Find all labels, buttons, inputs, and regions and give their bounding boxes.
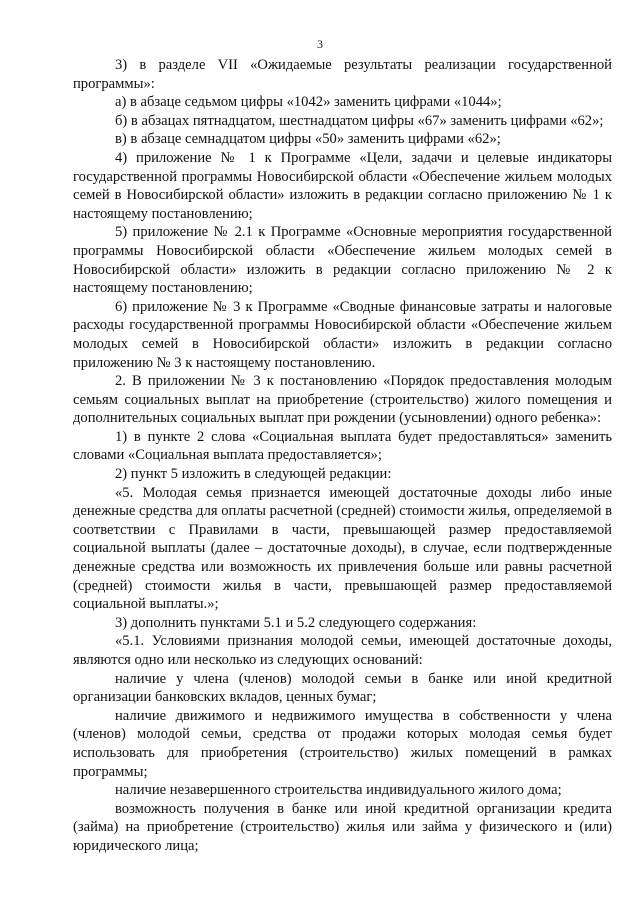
paragraph: б) в абзацах пятнадцатом, шестнадцатом цифры «67» заменить цифрами «62»; bbox=[115, 112, 604, 129]
paragraph: «5. Молодая семья признается имеющей достаточные доходы либо иные денежные средства для оплаты расчетной (средней) стоимости жилья, определяемой в соответствии с Правилами в части, превышающей размер предоставляемой социальной выплаты (далее – достаточные доходы), в случае, если подтвержденные денежные средства или возможность их привлечения больше или равны расчетной (средней) стоимости жилья в части, превышающей размер предоставляемой социальной выплаты.»; bbox=[73, 484, 612, 613]
document-body bbox=[73, 56, 612, 856]
paragraph: 2. В приложении № 3 к постановлению «Порядок предоставления молодым семьям социальных выплат на приобретение (строительство) жилого помещения и дополнительных социальных выплат при рождении (усыновлении) одного ребенка»: bbox=[73, 373, 612, 427]
paragraph: возможность получения в банке или иной кредитной организации кредита (займа) на приобретение (строительство) жилья или займа у физического и (или) юридического лица; bbox=[73, 800, 612, 854]
paragraph: наличие движимого и недвижимого имущества в собственности у члена (членов) молодой семьи, средства от продажи которых молодая семья будет использовать для приобретения (строительство) жилых помещений в рамках программы; bbox=[73, 707, 612, 780]
paragraph: 2) пункт 5 изложить в следующей редакции: bbox=[115, 466, 392, 483]
paragraph: наличие незавершенного строительства индивидуального жилого дома; bbox=[115, 782, 562, 799]
paragraph: наличие у члена (членов) молодой семьи в банке или иной кредитной организации банковских вкладов, ценных бумаг; bbox=[73, 670, 612, 706]
paragraph: в) в абзаце семнадцатом цифры «50» заменить цифрами «62»; bbox=[115, 131, 501, 148]
paragraph: 1) в пункте 2 слова «Социальная выплата будет предоставляться» заменить словами «Социальная выплата предоставляется»; bbox=[73, 428, 612, 464]
paragraph: 3) дополнить пунктами 5.1 и 5.2 следующего содержания: bbox=[115, 614, 477, 631]
paragraph: а) в абзаце седьмом цифры «1042» заменить цифрами «1044»; bbox=[115, 94, 502, 111]
paragraph: 6) приложение № 3 к Программе «Сводные финансовые затраты и налоговые расходы государственной программы Новосибирской области «Обеспечение жильем молодых семей в Новосибирской области» изложить в редакции согласно приложению № 3 к настоящему постановлению. bbox=[73, 298, 612, 371]
paragraph: 3) в разделе VII «Ожидаемые результаты реализации государственной программы»: bbox=[73, 57, 612, 92]
paragraph: 4) приложение № 1 к Программе «Цели, задачи и целевые индикаторы государственной программы Новосибирской области «Обеспечение жильем молодых семей в Новосибирской области» изложить в редакции согласно приложению № 1 к настоящему постановлению; bbox=[73, 149, 612, 222]
page-number: 3 bbox=[317, 37, 323, 51]
paragraph: 5) приложение № 2.1 к Программе «Основные мероприятия государственной программы Новосибирской области «Обеспечение жильем молодых семей в Новосибирской области» изложить в редакции согласно приложению № 2 к настоящему постановлению; bbox=[73, 224, 612, 297]
paragraph: «5.1. Условиями признания молодой семьи, имеющей достаточные доходы, являются одно или несколько из следующих оснований: bbox=[73, 633, 612, 668]
